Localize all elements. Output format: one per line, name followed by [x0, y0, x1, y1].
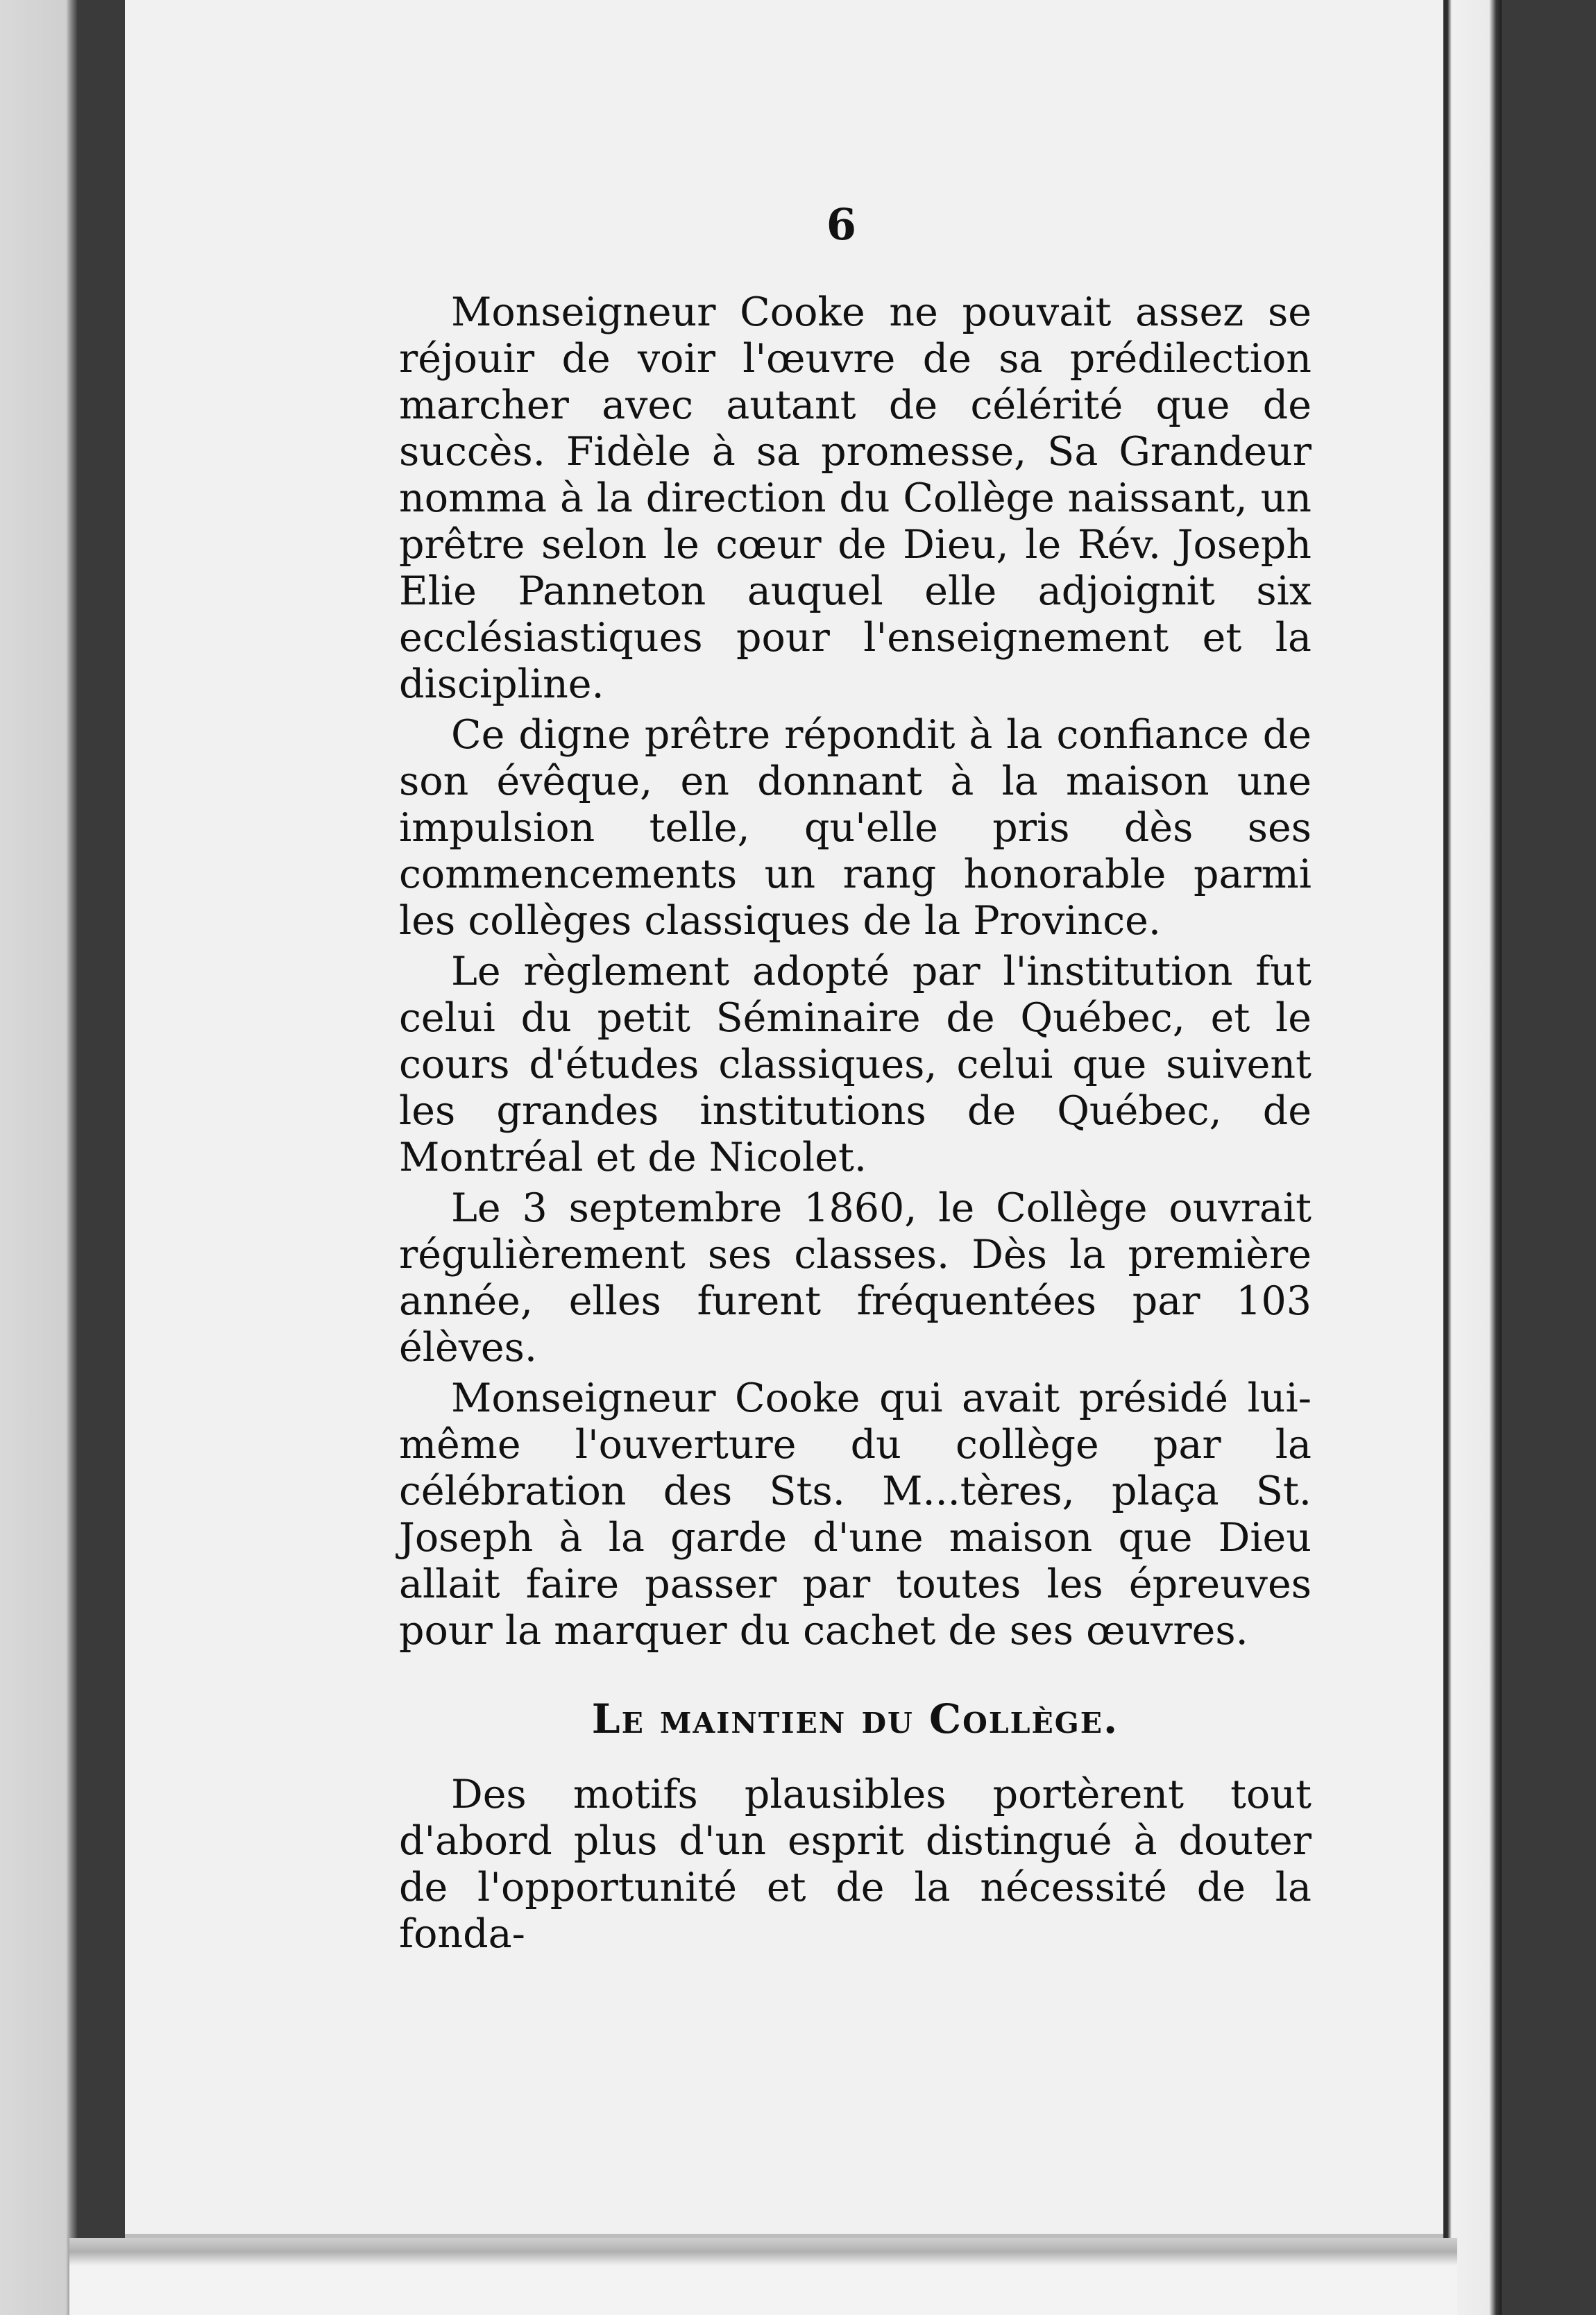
page-content	[399, 201, 1311, 1962]
section-heading: Le maintien du Collège.	[591, 1695, 1119, 1742]
paragraph-6: Des motifs plausibles portèrent tout d'abord plus d'un esprit distingué à douter de l'opportunité et de la nécessité de la fonda-	[399, 1772, 1311, 1957]
paragraph-2: Ce digne prêtre répondit à la confiance de son évêque, en donnant à la maison une impulsion telle, qu'elle pris dès ses commencements un rang honorable parmi les collèges classiques de la Province.	[399, 712, 1311, 944]
paragraph-5: Monseigneur Cooke qui avait présidé lui-même l'ouverture du collège par la célébration des Sts. M...tères, plaça St. Joseph à la garde d'une maison que Dieu allait faire passer par toutes les épreuves pour la marquer du cachet de ses œuvres.	[399, 1375, 1311, 1654]
paragraph-1: Monseigneur Cooke ne pouvait assez se réjouir de voir l'œuvre de sa prédilection marcher avec autant de célérité que de succès. Fidèle à sa promesse, Sa Grandeur nomma à la direction du Collège naissant, un prêtre selon le cœur de Dieu, le Rév. Joseph Elie Panneton auquel elle adjoignit six ecclésiastiques pour l'enseignement et la discipline.	[399, 289, 1311, 707]
page-edge	[1448, 0, 1502, 2315]
paragraph-3: Le règlement adopté par l'institution fut celui du petit Séminaire de Québec, et le cours d'études classiques, celui que suivent les grandes institutions de Québec, de Montréal et de Nicolet.	[399, 949, 1311, 1180]
page-number: 6	[826, 199, 857, 250]
paragraph-4: Le 3 septembre 1860, le Collège ouvrait régulièrement ses classes. Dès la première année, elles furent fréquentées par 103 élèves.	[399, 1185, 1311, 1371]
page-bottom-edge	[69, 2238, 1457, 2315]
